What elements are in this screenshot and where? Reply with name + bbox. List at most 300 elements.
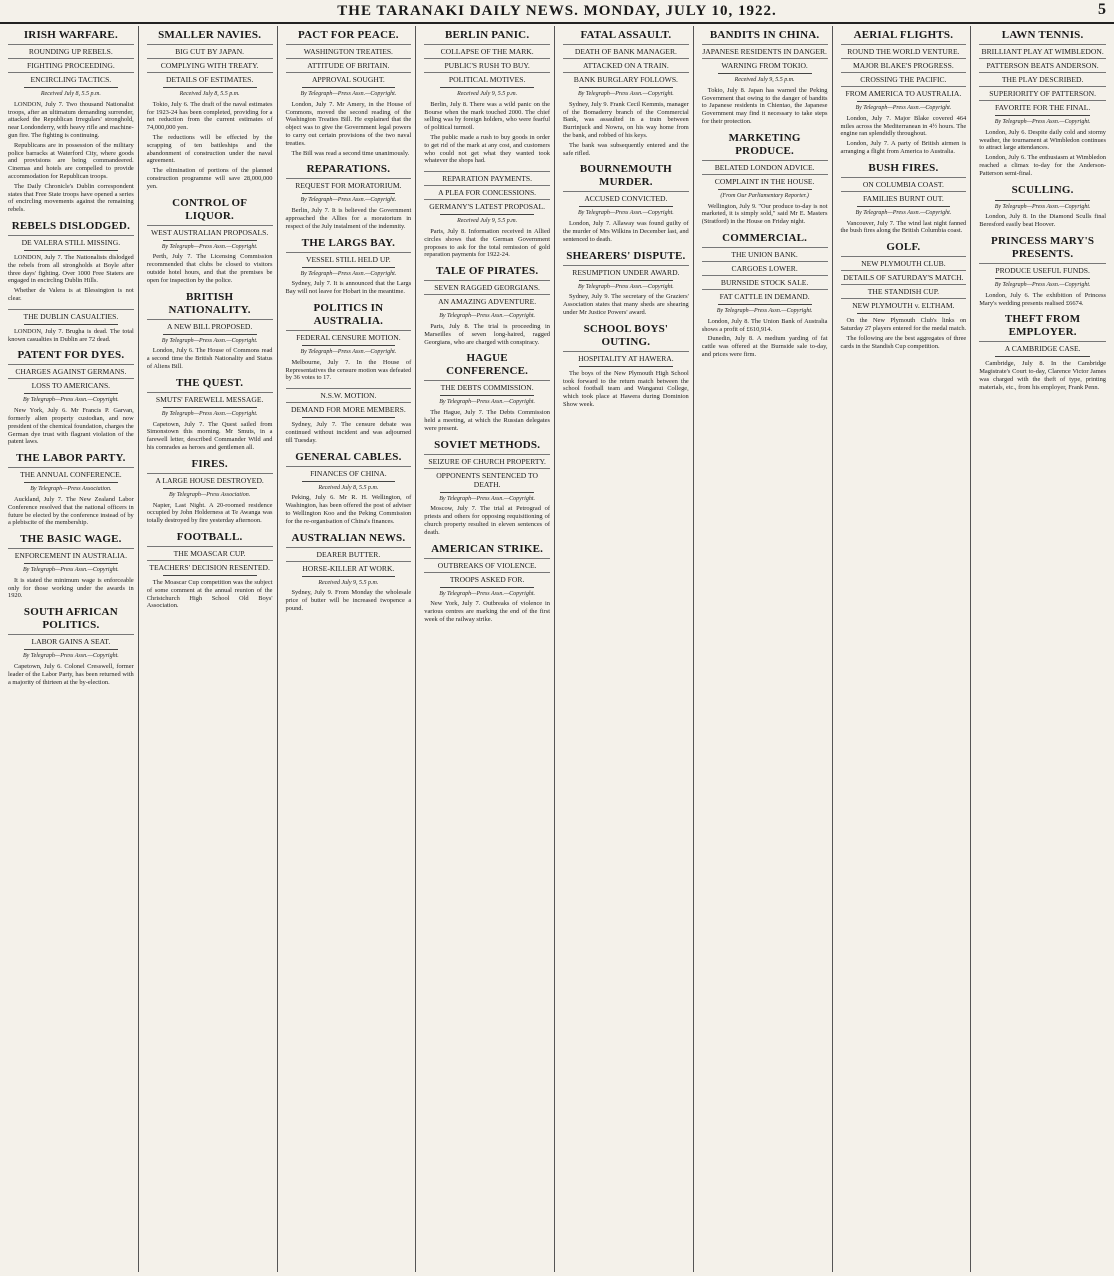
divider-rule <box>440 214 534 215</box>
article-subheading: THE PLAY DESCRIBED. <box>979 72 1106 84</box>
article-subheading: PRODUCE USEFUL FUNDS. <box>979 263 1106 275</box>
divider-rule <box>579 366 673 367</box>
divider-rule <box>302 576 396 577</box>
article-subheading: COMPLAINT IN THE HOUSE. <box>702 174 828 186</box>
article-subheading: FAVORITE FOR THE FINAL. <box>979 100 1106 112</box>
article-headline: BRITISH NATIONALITY. <box>168 290 251 316</box>
article-body <box>563 370 689 409</box>
article-subheading: WASHINGTON TREATIES. <box>286 44 412 56</box>
divider-rule <box>579 206 673 207</box>
article-body <box>286 101 412 158</box>
article-paragraph: Paris, July 8. Information received in Allied circles shows that the German Government proposes to ask for the total remission of gold reparation payments for 1922-24. <box>424 227 550 259</box>
news-column <box>698 26 833 1272</box>
article <box>979 184 1106 229</box>
article-paragraph: Cambridge, July 8. In the Cambridge Magistrate's Court to-day, Clarence Victor James was charged with the theft of type, printing materials, etc., from his employer, Frank Penn. <box>979 360 1106 391</box>
article-dateline: Received July 8, 5.5 p.m. <box>40 91 101 97</box>
divider-rule <box>440 492 534 493</box>
divider-rule <box>718 304 812 305</box>
article-dateline: Received July 9, 5.5 p.m. <box>457 91 518 97</box>
article-paragraph: The Daily Chronicle's Dublin correspondent states that Free State troops have opened a series of encircling movements against the remaining rebels. <box>8 182 134 214</box>
news-column <box>282 26 417 1272</box>
article-subheading: DE VALERA STILL MISSING. <box>8 235 134 247</box>
article-paragraph: It is stated the minimum wage is enforceable only for those working under the awards in 1920. <box>8 576 134 600</box>
divider-rule <box>579 280 673 281</box>
article-paragraph: Sydney, July 9. The secretary of the Graziers' Association states that many sheds are shearing under Mr Justice Powers' award. <box>563 293 689 316</box>
article-subheading: COMPLYING WITH TREATY. <box>147 58 273 70</box>
article-headline: BOURNEMOUTH MURDER. <box>579 163 672 189</box>
article-paragraph: The elimination of portions of the planned construction programme will save 28,000,000 yen. <box>146 167 273 190</box>
article <box>8 452 134 527</box>
divider-rule <box>718 73 812 74</box>
article-dateline: By Telegraph—Press Assn.—Copyright. <box>577 283 674 290</box>
article-paragraph: The boys of the New Plymouth High School took forward to the return match between the school football team and Wanganui College, which took place at Hawera during Dominion Show week. <box>563 369 689 408</box>
article-dateline: By Telegraph—Press Association. <box>168 491 251 498</box>
divider-rule <box>302 481 396 482</box>
article-dateline: Received July 8, 5.5 p.m. <box>318 484 379 491</box>
article-body <box>702 87 828 126</box>
article <box>702 29 828 126</box>
article-subheading: WEST AUSTRALIAN PROPOSALS. <box>147 225 273 237</box>
article-subheading: DETAILS OF ESTIMATES. <box>147 72 273 84</box>
divider-rule <box>24 393 118 394</box>
article <box>841 241 967 350</box>
article-subheading: LOSS TO AMERICANS. <box>8 378 134 390</box>
article-body <box>979 360 1106 391</box>
divider-rule <box>163 87 257 88</box>
article <box>702 232 828 359</box>
divider-rule <box>24 563 118 564</box>
article-dateline: By Telegraph—Press Association. <box>30 486 112 493</box>
article-dateline: By Telegraph—Press Assn.—Copyright. <box>439 313 536 320</box>
article-body <box>286 359 412 382</box>
article-body <box>147 253 273 284</box>
news-column <box>420 26 555 1272</box>
article-headline: POLITICS IN AUSTRALIA. <box>313 301 384 327</box>
article-paragraph: The following are the best aggregates of three cards in the Standish Cup competition. <box>840 334 967 350</box>
article-paragraph: Napier, Last Night. A 20-roomed residence occupied by John Holderness at Te Awanga was totally destroyed by fire yesterday afternoon. <box>146 501 273 525</box>
article-subheading: A CAMBRIDGE CASE. <box>979 341 1106 353</box>
divider-rule <box>24 87 118 88</box>
article-body <box>424 600 550 623</box>
article-subheading: DEARER BUTTER. <box>286 547 412 559</box>
article-dateline: By Telegraph—Press Assn.—Copyright. <box>439 590 536 597</box>
article-paragraph: Berlin, July 8. There was a wild panic on the Bourse when the mark touched 2000. The chief selling was by foreign holders, who were fearful of political turmoil. <box>424 100 550 132</box>
article <box>979 29 1106 178</box>
article <box>702 132 828 226</box>
article-headline: THE LARGS BAY. <box>301 236 396 249</box>
article-body <box>424 505 550 536</box>
article-headline: SOUTH AFRICAN POLITICS. <box>23 606 118 632</box>
divider-rule <box>579 87 673 88</box>
divider-rule <box>24 324 118 325</box>
article-paragraph: The Bill was read a second time unanimously. <box>291 149 410 157</box>
article-subheading: NEW PLYMOUTH v. ELTHAM. <box>841 298 967 310</box>
article-dateline: By Telegraph—Press Assn.—Copyright. <box>994 281 1091 288</box>
article-body <box>147 502 273 525</box>
article-subheading: A LARGE HOUSE DESTROYED. <box>147 473 273 485</box>
article-body <box>563 220 689 243</box>
article-body <box>424 101 550 165</box>
article-headline: SCHOOL BOYS' OUTING. <box>583 322 669 348</box>
article-headline: SOVIET METHODS. <box>434 438 541 451</box>
article-paragraph: London, July 6. Despite daily cold and stormy weather, the tournament at Wimbledon continues to attract large attendances. <box>979 128 1106 152</box>
article <box>8 220 134 303</box>
article-body <box>286 494 412 525</box>
article-subheading: THE DEBTS COMMISSION. <box>424 380 550 392</box>
article-headline: THE LABOR PARTY. <box>16 452 126 465</box>
divider-rule <box>302 193 396 194</box>
article <box>8 29 134 214</box>
article-subheading: ENCIRCLING TACTICS. <box>8 72 134 84</box>
article <box>424 543 550 624</box>
article-body <box>424 228 550 259</box>
divider-rule <box>440 395 534 396</box>
article <box>8 309 134 344</box>
article <box>286 532 412 613</box>
article <box>8 606 134 686</box>
page-number: 5 <box>1098 1 1106 18</box>
article-paragraph: LONDON, July 7. The Nationalists dislodged the rebels from all strongholds at Boyle after three days' fighting. Over 1000 Free Staters are engaged in encircling Dublin Hills. <box>8 253 134 285</box>
divider-rule <box>302 87 396 88</box>
article-headline: PATENT FOR DYES. <box>17 349 125 362</box>
article-headline: FIRES. <box>191 457 228 470</box>
article-paragraph: London, July 7. Major Blake covered 464 miles across the Mediterranean in 4½ hours. The engine ran splendidly throughout. <box>840 114 967 138</box>
article-subheading: DEATH OF BANK MANAGER. <box>563 44 689 56</box>
article-subheading: SMUTS' FAREWELL MESSAGE. <box>147 392 273 404</box>
article-paragraph: London, July 6. The House of Commons read a second time the British Nationality and Status of Aliens Bill. <box>146 347 273 370</box>
article-dateline: By Telegraph—Press Assn.—Copyright. <box>161 243 258 250</box>
article-subheading: PATTERSON BEATS ANDERSON. <box>979 58 1106 70</box>
article-paragraph: The bank was subsequently entered and the safe rifled. <box>563 141 689 157</box>
article-headline: BERLIN PANIC. <box>444 29 530 41</box>
article-subheading: CHARGES AGAINST GERMANS. <box>8 364 134 376</box>
article-body <box>841 115 967 156</box>
article-body <box>8 254 134 303</box>
article-body <box>286 421 412 444</box>
article-subheading: RESUMPTION UNDER AWARD. <box>563 265 689 277</box>
article-subheading: ROUND THE WORLD VENTURE. <box>841 44 967 56</box>
article-subheading: SEIZURE OF CHURCH PROPERTY. <box>424 454 550 466</box>
article-body <box>286 280 412 296</box>
article-paragraph: Capetown, July 7. The Quest sailed from Simonstown this morning. Mr Smuts, in a farewell letter, described Commander Wild and his comrades as heroes and gentlemen all. <box>146 420 273 451</box>
article-dateline: By Telegraph—Press Assn.—Copyright. <box>300 197 397 204</box>
article-body <box>286 207 412 230</box>
article-subheading: BANK BURGLARY FOLLOWS. <box>563 72 689 84</box>
article-dateline: By Telegraph—Press Assn.—Copyright. <box>161 410 258 417</box>
article-subheading: FEDERAL CENSURE MOTION. <box>286 330 412 342</box>
article-headline: SCULLING. <box>1011 183 1074 196</box>
article-paragraph: Whether de Valera is at Blessington is not clear. <box>8 287 134 302</box>
article-body <box>841 220 967 236</box>
article <box>147 458 273 525</box>
article-paragraph: Melbourne, July 7. In the House of Representatives the censure motion was defeated by 36 votes to 17. <box>285 358 412 382</box>
divider-rule <box>302 345 396 346</box>
article-paragraph: The Moascar Cup competition was the subject of some comment at the annual reunion of the Christchurch High School Old Boys' Association. <box>146 578 273 610</box>
article-headline: TALE OF PIRATES. <box>435 265 539 278</box>
article-body <box>841 317 967 350</box>
article-paragraph: Republicans are in possession of the military police barracks at Waterford City, where goods and provisions are being commandeered. Cinemas and hotels are compelled to provide accommodation for Republican troops. <box>8 141 134 180</box>
article-subheading: OUTBREAKS OF VIOLENCE. <box>424 558 550 570</box>
article-subheading: N.S.W. MOTION. <box>286 388 412 400</box>
article-dateline: Received July 9, 5.5 p.m. <box>318 579 379 586</box>
article-subheading: ATTITUDE OF BRITAIN. <box>286 58 412 70</box>
article-subheading: FIGHTING PROCEEDING. <box>8 58 134 70</box>
article-headline: FOOTBALL. <box>176 530 243 543</box>
article-subheading: THE STANDISH CUP. <box>841 284 967 296</box>
article-dateline: By Telegraph—Press Assn.—Copyright. <box>577 210 674 217</box>
article-headline: PRINCESS MARY'S PRESENTS. <box>991 234 1095 260</box>
article-subheading: ROUNDING UP REBELS. <box>8 44 134 56</box>
article-headline: AMERICAN STRIKE. <box>431 542 544 555</box>
article <box>286 388 412 444</box>
article-subheading: BIG CUT BY JAPAN. <box>147 44 273 56</box>
article-body <box>147 421 273 452</box>
article-paragraph: On the New Plymouth Club's links on Saturday 27 players entered for the medal match. <box>840 317 967 332</box>
divider-rule <box>440 309 534 310</box>
divider-rule <box>163 488 257 489</box>
masthead <box>0 0 1114 24</box>
article-subheading: MAJOR BLAKE'S PROGRESS. <box>841 58 967 70</box>
article-paragraph: Moscow, July 7. The trial at Petrograd of priests and others for opposing requisitioning of church property resulted in eleven sentences of death. <box>424 505 550 536</box>
article-dateline: By Telegraph—Press Assn.—Copyright. <box>300 348 397 355</box>
article-subheading: FROM AMERICA TO AUSTRALIA. <box>841 86 967 98</box>
article-headline: HAGUE CONFERENCE. <box>446 352 529 378</box>
article-headline: GENERAL CABLES. <box>295 450 402 463</box>
article-body <box>8 496 134 527</box>
article-subheading: REQUEST FOR MORATORIUM. <box>286 178 412 190</box>
article-body <box>147 347 273 370</box>
article-paragraph: Sydney, July 7. The censure debate was continued without incident and was adjourned till Tuesday. <box>285 421 412 444</box>
article-headline: PACT FOR PEACE. <box>298 29 399 41</box>
article-headline: MARKETING PRODUCE. <box>728 131 801 157</box>
article-paragraph: Tokio, July 6. The draft of the naval estimates for 1923-24 has been completed, providing for a net reduction from the current estimates of 74,000,000 yen. <box>146 100 273 132</box>
article-body <box>8 101 134 214</box>
article-subheading: DEMAND FOR MORE MEMBERS. <box>286 402 412 414</box>
article-headline: FATAL ASSAULT. <box>580 29 672 41</box>
article-dateline: By Telegraph—Press Assn.—Copyright. <box>994 203 1091 210</box>
article-paragraph: New York, July 7. Outbreaks of violence in various centres are marking the end of the first week of the railway strike. <box>424 600 550 623</box>
article-paragraph: The Hague, July 7. The Debts Commission held a meeting, at which the Russian delegates were present. <box>424 409 550 432</box>
article-body <box>8 663 134 686</box>
article-subheading: SEVEN RAGGED GEORGIANS. <box>424 280 550 292</box>
divider-rule <box>24 482 118 483</box>
article-body <box>147 101 273 191</box>
article-body <box>147 579 273 610</box>
article <box>424 439 550 537</box>
article-body <box>286 589 412 612</box>
article-subheading: COLLAPSE OF THE MARK. <box>424 44 550 56</box>
divider-rule <box>24 250 118 251</box>
article-subheading: FINANCES OF CHINA. <box>286 466 412 478</box>
article-subheading: THE MOASCAR CUP. <box>147 546 273 558</box>
article-dateline: By Telegraph—Press Assn.—Copyright. <box>22 653 119 660</box>
divider-rule <box>440 87 534 88</box>
article-paragraph: LONDON, July 7. Two thousand Nationalist troops, after an ultimatum demanding surrender, attacked the Republican Irregulars' stronghold, near Londonderry, with heavy rifle and machine-gun fire. The fighting is continuing. <box>8 100 134 139</box>
article-dateline: (From Our Parliamentary Reporter.) <box>720 192 809 199</box>
article-subheading: TROOPS ASKED FOR. <box>424 572 550 584</box>
divider-rule <box>718 189 812 190</box>
article <box>979 313 1106 391</box>
article-dateline: Received July 9, 5.5 p.m. <box>734 77 795 83</box>
article-paragraph: Sydney, July 9. From Monday the wholesale price of butter will be increased twopence a pound. <box>285 589 412 612</box>
article-headline: BANDITS IN CHINA. <box>709 29 820 41</box>
article <box>286 29 412 157</box>
divider-rule <box>995 115 1090 116</box>
article <box>424 171 550 259</box>
article-subheading: REPARATION PAYMENTS. <box>424 171 550 183</box>
article-subheading: APPROVAL SOUGHT. <box>286 72 412 84</box>
article-dateline: Received July 9, 5.5 p.m. <box>457 218 518 225</box>
divider-rule <box>995 200 1090 201</box>
article-subheading: AN AMAZING ADVENTURE. <box>424 294 550 306</box>
article-headline: LAWN TENNIS. <box>1001 29 1084 41</box>
article-headline: CONTROL OF LIQUOR. <box>172 196 248 222</box>
article-body <box>702 203 828 226</box>
article-subheading: ENFORCEMENT IN AUSTRALIA. <box>8 548 134 560</box>
divider-rule <box>302 267 396 268</box>
article-subheading: WARNING FROM TOKIO. <box>702 58 828 70</box>
divider-rule <box>24 649 118 650</box>
news-column <box>559 26 694 1272</box>
article-paragraph: The public made a rush to buy goods in order to get rid of the mark at any cost, and customers who could not get what they wanted took whatever the shops had. <box>424 133 550 165</box>
article <box>424 265 550 346</box>
article-subheading: THE DUBLIN CASUALTIES. <box>8 309 134 321</box>
article-paragraph: Vancouver, July 7. The wind last night fanned the bush fires along the British Columbia coast. <box>840 219 967 235</box>
article-headline: THE BASIC WAGE. <box>20 533 122 546</box>
article-paragraph: London, July 8. In the Diamond Sculls final Beresford easily beat Hoover. <box>979 213 1106 229</box>
article-subheading: ACCUSED CONVICTED. <box>563 191 689 203</box>
article-subheading: CROSSING THE PACIFIC. <box>841 72 967 84</box>
article-subheading: FAT CATTLE IN DEMAND. <box>702 289 828 301</box>
article-body <box>563 293 689 316</box>
article-paragraph: Peking, July 6. Mr R. H. Wellington, of Washington, has been offered the post of adviser to Wellington Koo and the Peking Commission for the re-organisation of China's finances. <box>285 494 412 525</box>
article <box>979 235 1106 307</box>
article-dateline: By Telegraph—Press Assn.—Copyright. <box>22 567 119 574</box>
divider-rule <box>163 240 257 241</box>
article-headline: AUSTRALIAN NEWS. <box>291 531 406 544</box>
article-dateline: By Telegraph—Press Assn.—Copyright. <box>439 495 536 502</box>
article-paragraph: New York, July 6. Mr Francis P. Garvan, formerly alien property custodian, and now president of the chemical foundation, charges the German dye trust with flagrant violation of the patent laws. <box>8 407 134 446</box>
article-dateline: By Telegraph—Press Assn.—Copyright. <box>161 337 258 344</box>
article-subheading: CARGOES LOWER. <box>702 261 828 273</box>
article-body <box>563 101 689 158</box>
article <box>147 377 273 452</box>
article-paragraph: London, July 6. The exhibition of Princess Mary's wedding presents realised £6674. <box>979 291 1106 307</box>
article-subheading: POLITICAL MOTIVES. <box>424 72 550 84</box>
divider-rule <box>857 206 951 207</box>
article <box>8 533 134 600</box>
columns-container <box>4 26 1110 1272</box>
news-column <box>837 26 972 1272</box>
news-column <box>975 26 1110 1272</box>
divider-rule <box>163 407 257 408</box>
article <box>286 302 412 382</box>
article-paragraph: Auckland, July 7. The New Zealand Labor Conference resolved that the national officers in future be elected by the conference instead of by a plebiscite of the membership. <box>8 495 134 527</box>
divider-rule <box>857 101 951 102</box>
article-headline: THEFT FROM EMPLOYER. <box>1004 313 1081 339</box>
article-paragraph: London, July 7. Allaway was found guilty of the murder of Mrs Wilkins in December last, and sentenced to death. <box>563 220 689 243</box>
article-dateline: By Telegraph—Press Assn.—Copyright. <box>439 399 536 406</box>
article-paragraph: London, July 8. The Union Bank of Australia shows a profit of £610,914. <box>701 317 828 333</box>
article-paragraph: Sydney, July 9. Frank Cecil Kemmis, manager of the Bomaderry branch of the Commercial Bank, was assaulted in a train between Burrinjuck and Nowra, on his way home from the bank, and robbed of his keys. <box>563 100 689 139</box>
article-paragraph: Sydney, July 7. It is announced that the Largs Bay will not leave for Hobart in the meantime. <box>285 280 412 296</box>
article-subheading: A PLEA FOR CONCESSIONS. <box>424 185 550 197</box>
article-paragraph: Paris, July 8. The trial is proceeding in Marseilles of seven long-haired, ragged Georgians, who are charged with conspiracy. <box>424 322 550 346</box>
article-dateline: Received July 8, 5.5 p.m. <box>179 91 240 97</box>
article-headline: COMMERCIAL. <box>722 231 808 244</box>
article-dateline: By Telegraph—Press Assn.—Copyright. <box>855 209 952 216</box>
divider-rule <box>163 575 257 576</box>
news-column <box>4 26 139 1272</box>
article-dateline: By Telegraph—Press Assn.—Copyright. <box>577 91 674 97</box>
article-paragraph: Tokio, July 8. Japan has warned the Peking Government that owing to the danger of bandits to Japanese residents in Chientao, the Japanese Government may find it necessary to take steps for their protection. <box>701 86 828 125</box>
article <box>563 163 689 243</box>
article-subheading: HOSPITALITY AT HAWERA. <box>563 351 689 363</box>
article-subheading: A NEW BILL PROPOSED. <box>147 319 273 331</box>
article-paragraph: London, July 7. A party of British airmen is arranging a flight from America to Australia. <box>840 140 967 155</box>
article-headline: AERIAL FLIGHTS. <box>853 29 954 41</box>
article-subheading: GERMANY'S LATEST PROPOSAL. <box>424 199 550 211</box>
article-dateline: By Telegraph—Press Assn.—Copyright. <box>716 307 813 314</box>
article-headline: BUSH FIRES. <box>868 161 939 174</box>
article-paragraph: LONDON, July 7. Brugha is dead. The total known casualties in Dublin are 72 dead. <box>8 327 134 343</box>
article-subheading: HORSE-KILLER AT WORK. <box>286 561 412 573</box>
article-body <box>702 318 828 359</box>
article-paragraph: Berlin, July 7. It is believed the Government approached the Allies for a moratorium in respect of the July instalment of the indemnity. <box>285 207 412 230</box>
article-body <box>8 328 134 344</box>
article-dateline: By Telegraph—Press Assn.—Copyright. <box>22 397 119 404</box>
article <box>563 323 689 409</box>
article-subheading: JAPANESE RESIDENTS IN DANGER. <box>702 44 828 56</box>
divider-rule <box>302 417 396 418</box>
article-paragraph: Perth, July 7. The Licensing Commission recommended that clubs be closed to visitors outside hotel hours, and that the premises be open for inspection by the police. <box>146 253 273 284</box>
article-subheading: THE ANNUAL CONFERENCE. <box>8 467 134 479</box>
article <box>424 352 550 432</box>
article-body <box>424 323 550 346</box>
divider-rule <box>995 356 1090 357</box>
article <box>286 237 412 296</box>
article-subheading: ATTACKED ON A TRAIN. <box>563 58 689 70</box>
article-dateline: By Telegraph—Press Assn.—Copyright. <box>300 91 397 97</box>
article <box>286 451 412 526</box>
article-headline: SMALLER NAVIES. <box>158 29 262 41</box>
article-paragraph: London, July 6. The enthusiasm at Wimbledon reached a climax to-day for the Anderson-Patterson semi-final. <box>979 154 1106 177</box>
article-body <box>979 129 1106 178</box>
news-column <box>143 26 278 1272</box>
article-subheading: LABOR GAINS A SEAT. <box>8 634 134 646</box>
article-subheading: OPPONENTS SENTENCED TO DEATH. <box>424 468 550 489</box>
article-subheading: DETAILS OF SATURDAY'S MATCH. <box>841 270 967 282</box>
article-body <box>8 577 134 600</box>
article <box>147 29 273 191</box>
article-headline: GOLF. <box>886 241 921 254</box>
article-subheading: BURNSIDE STOCK SALE. <box>702 275 828 287</box>
article-dateline: By Telegraph—Press Assn.—Copyright. <box>855 105 952 111</box>
article-subheading: PUBLIC'S RUSH TO BUY. <box>424 58 550 70</box>
article-body <box>979 213 1106 229</box>
article-subheading: THE UNION BANK. <box>702 247 828 259</box>
article <box>147 531 273 610</box>
divider-rule <box>857 313 951 314</box>
article-dateline: By Telegraph—Press Assn.—Copyright. <box>300 270 397 277</box>
divider-rule <box>440 587 534 588</box>
article <box>563 250 689 317</box>
article-headline: REPARATIONS. <box>306 163 391 176</box>
article <box>841 29 967 156</box>
article-body <box>979 292 1106 308</box>
article-body <box>424 409 550 432</box>
article-subheading: TEACHERS' DECISION RESENTED. <box>147 560 273 572</box>
